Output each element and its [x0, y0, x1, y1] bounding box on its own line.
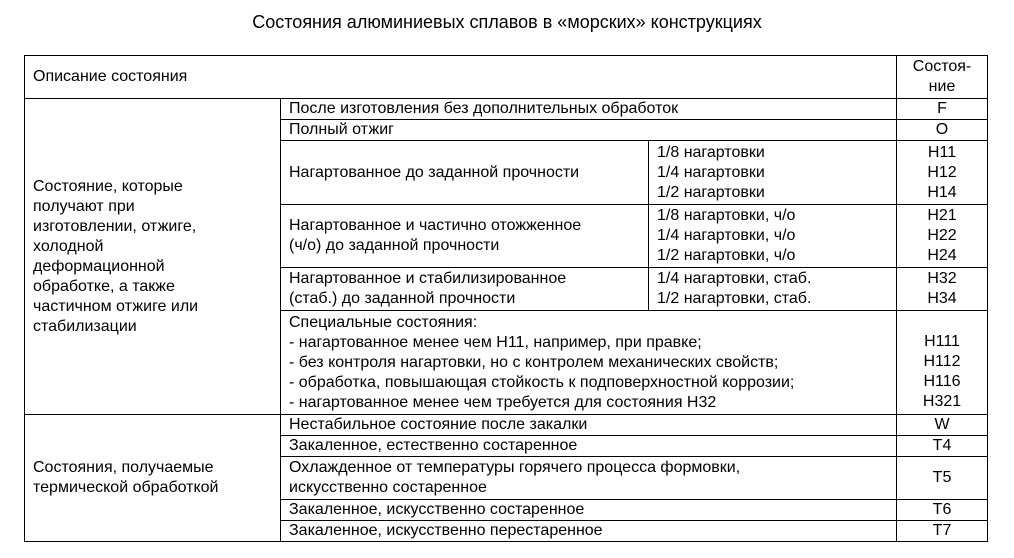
row-t6-desc: Закаленное, искусственно состаренное [281, 500, 897, 521]
header-description: Описание состояния [25, 56, 897, 99]
row-t4-desc: Закаленное, естественно состаренное [281, 436, 897, 457]
table-row [25, 415, 988, 436]
row-t4-code: T4 [897, 436, 988, 457]
row-w-code: W [897, 415, 988, 436]
h1-subs: 1/8 нагартовки 1/4 нагартовки 1/2 нагартовки [649, 141, 897, 205]
special-codes: H111 H112 H116 H321 [897, 311, 988, 415]
row-f-code: F [897, 99, 988, 120]
header-row [25, 56, 988, 99]
h3-subs: 1/4 нагартовки, стаб. 1/2 нагартовки, стаб. [649, 268, 897, 311]
row-w-desc: Нестабильное состояние после закалки [281, 415, 897, 436]
group2-label: Состояния, получаемые термической обработкой [25, 415, 281, 542]
row-t5-code: T5 [897, 457, 988, 500]
row-t7-desc: Закаленное, искусственно перестаренное [281, 521, 897, 542]
row-t6-code: T6 [897, 500, 988, 521]
tempers-table [24, 55, 988, 542]
h2-desc: Нагартованное и частично отожженное (ч/о) до заданной прочности [281, 205, 649, 268]
h2-codes: H21 H22 H24 [897, 205, 988, 268]
h3-desc: Нагартованное и стабилизированное (стаб.) до заданной прочности [281, 268, 649, 311]
header-state: Состоя- ние [897, 56, 988, 99]
h1-desc: Нагартованное до заданной прочности [281, 141, 649, 205]
table-row [25, 99, 988, 120]
row-f-desc: После изготовления без дополнительных обработок [281, 99, 897, 120]
document-title: Состояния алюминиевых сплавов в «морских» конструкциях [252, 12, 762, 32]
group1-label: Состояние, которые получают при изготовлении, отжиге, холодной деформационной обработке, а также частичном отжиге или стабилизации [25, 99, 281, 415]
special-desc: Специальные состояния: - нагартованное менее чем H11, например, при правке; - без контроля нагартовки, но с контролем механических свойств; - обработка, повышающая стойкость к подповерхностной коррозии; - нагартованное менее чем требуется для состояния H32 [281, 311, 897, 415]
row-o-code: O [897, 120, 988, 141]
h2-subs: 1/8 нагартовки, ч/о 1/4 нагартовки, ч/о 1/2 нагартовки, ч/о [649, 205, 897, 268]
h3-codes: H32 H34 [897, 268, 988, 311]
row-t7-code: T7 [897, 521, 988, 542]
row-t5-desc: Охлажденное от температуры горячего процесса формовки, искусственно состаренное [281, 457, 897, 500]
row-o-desc: Полный отжиг [281, 120, 897, 141]
h1-codes: H11 H12 H14 [897, 141, 988, 205]
